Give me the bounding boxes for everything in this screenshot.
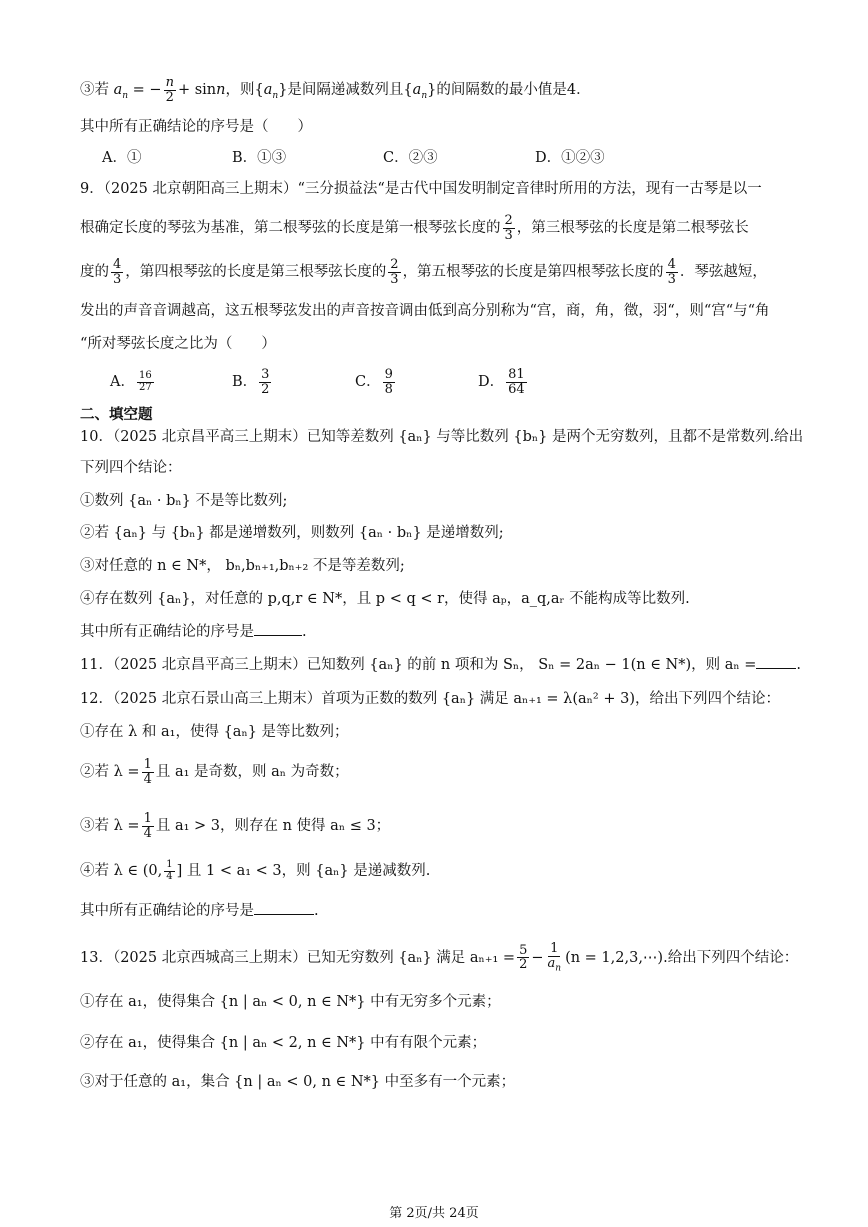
q9-line2b: ，第三根琴弦的长度是第二根琴弦长 [516, 220, 749, 237]
q10-line1: 10．（2025 北京昌平高三上期末）已知等差数列 {aₙ} 与等比数列 {bₙ} 是两个无穷数列，且都不是常数列.给出 [80, 429, 804, 445]
q12-item3: ③若 λ = $\frac{1}{4}$ 且 a₁ > 3，则存在 n 使得 aₙ ≤ 3； [80, 811, 391, 841]
fraction-1-4-c: $\frac{1}{4}$ [166, 859, 173, 882]
q12-line1: 12．（2025 北京石景山高三上期末）首项为正数的数列 {aₙ} 满足 aₙ₊₁ = λ(aₙ² + 3)，给出下列四个结论： [80, 691, 780, 707]
q8-item3-mid2: 是间隔递减数列且 [287, 82, 404, 99]
q10-question: 其中所有正确结论的序号是 . [80, 624, 307, 640]
q8-item3-suffix: 的间隔数的最小值是4． [436, 82, 591, 99]
q9-line4: 发出的声音音调越高，这五根琴弦发出的声音按音调由低到高分别称为“宫，商，角，徵，羽“，则“宫“与“角 [80, 303, 770, 319]
fraction-5-2: $\frac{5}{2}$ [519, 942, 528, 973]
q8-item3-prefix: ③若 [80, 82, 109, 99]
q13-line1: 13．（2025 北京西城高三上期末）已知无穷数列 {aₙ} 满足 aₙ₊₁ = $\frac{5}{2}$ − $\frac{1}{a_n}$ (n = 1,2,3,⋯).给出下列四个结论： [80, 941, 799, 974]
q10-line2: 下列四个结论： [80, 460, 182, 476]
q8-question: 其中所有正确结论的序号是（ ） [80, 119, 312, 135]
q8-item3-mid: ，则 [225, 82, 255, 99]
fraction-1-4: $\frac{1}{4}$ [143, 757, 152, 787]
answer-blank [254, 914, 314, 915]
q12-item1: ①存在 λ 和 a₁，使得 {aₙ} 是等比数列； [80, 724, 349, 740]
q8-option-b: B．①③ [232, 150, 287, 166]
q9-line1: 9．（2025 北京朝阳高三上期末）“三分损益法“是古代中国发明制定音律时所用的方法，现有一古琴是以一 [80, 181, 762, 197]
q9-line3 [80, 258, 767, 286]
q9-line3c: ，第五根琴弦的长度是第四根琴弦长度的 [402, 264, 664, 281]
fraction-1-over-an: $\frac{1}{a_n}$ [547, 941, 562, 974]
q9-option-c: C． $\frac{9}{8}$ [355, 367, 393, 397]
answer-blank [756, 668, 796, 669]
q9-line3a: 度的 [80, 264, 109, 281]
fraction-4-3: $\frac{4}{3}$ [113, 257, 122, 287]
fraction-1-4-b: $\frac{1}{4}$ [143, 811, 152, 841]
q10-item3: ③对任意的 n ∈ N*， bₙ,bₙ₊₁,bₙ₊₂ 不是等差数列; [80, 558, 405, 574]
page-footer: 第 2页/共 24页 [389, 1206, 479, 1221]
q10-item1: ①数列 {aₙ · bₙ} 不是等比数列; [80, 493, 288, 509]
q9-line3b: ，第四根琴弦的长度是第三根琴弦长度的 [125, 264, 387, 281]
q8-option-a: A．① [102, 150, 142, 166]
q8-item3: ③若 $a_n$ = − $\frac{n}{2}$ + sinn，则$\{a_n\}$是间隔递减数列且$\{a_n\}$的间隔数的最小值是4． [80, 75, 591, 105]
q10-item2: ②若 {aₙ} 与 {bₙ} 都是递增数列，则数列 {aₙ · bₙ} 是递增数列; [80, 525, 504, 541]
q9-option-b: B． $\frac{3}{2}$ [232, 367, 270, 397]
section-title-fill-in: 二、填空题 [80, 407, 153, 423]
q11-line: 11．（2025 北京昌平高三上期末）已知数列 {aₙ} 的前 n 项和为 Sₙ， Sₙ = 2aₙ − 1(n ∈ N*)，则 aₙ = . [80, 657, 802, 673]
q13-item2: ②存在 a₁，使得集合 {n | aₙ < 2, n ∈ N*} 中有有限个元素； [80, 1035, 487, 1051]
q12-question: 其中所有正确结论的序号是 . [80, 903, 319, 919]
q9-line2a: 根确定长度的琴弦为基准，第二根琴弦的长度是第一根琴弦长度的 [80, 220, 501, 237]
answer-blank [254, 635, 302, 636]
fraction-2-3-b: $\frac{2}{3}$ [390, 257, 399, 287]
q13-item1: ①存在 a₁，使得集合 {n | aₙ < 0, n ∈ N*} 中有无穷多个元素； [80, 994, 501, 1010]
fraction-2-3: $\frac{2}{3}$ [504, 213, 513, 243]
q13-item3: ③对于任意的 a₁，集合 {n | aₙ < 0, n ∈ N*} 中至多有一个元素； [80, 1074, 516, 1090]
q8-option-c: C．②③ [383, 150, 438, 166]
q9-option-a: A． $\frac{16}{27}$ [110, 370, 152, 393]
q12-item4: ④若 λ ∈ (0, $\frac{1}{4}$ ] 且 1 < a₁ < 3，则 {aₙ} 是递减数列. [80, 859, 431, 882]
q9-option-d: D． $\frac{81}{64}$ [478, 367, 525, 397]
q9-line2 [80, 214, 749, 242]
fraction-4-3-b: $\frac{4}{3}$ [667, 257, 676, 287]
q9-line5: “所对琴弦长度之比为（ ） [80, 336, 276, 352]
q12-item2: ②若 λ = $\frac{1}{4}$ 且 a₁ 是奇数，则 aₙ 为奇数； [80, 757, 349, 787]
n-over-2-fraction: $\frac{n}{2}$ [165, 75, 174, 105]
q10-item4: ④存在数列 {aₙ}，对任意的 p,q,r ∈ N*，且 p < q < r，使得 aₚ，a_q,aᵣ 不能构成等比数列. [80, 591, 690, 607]
q8-option-d: D．①②③ [535, 150, 605, 166]
q9-line3d: ．琴弦越短， [679, 264, 767, 281]
